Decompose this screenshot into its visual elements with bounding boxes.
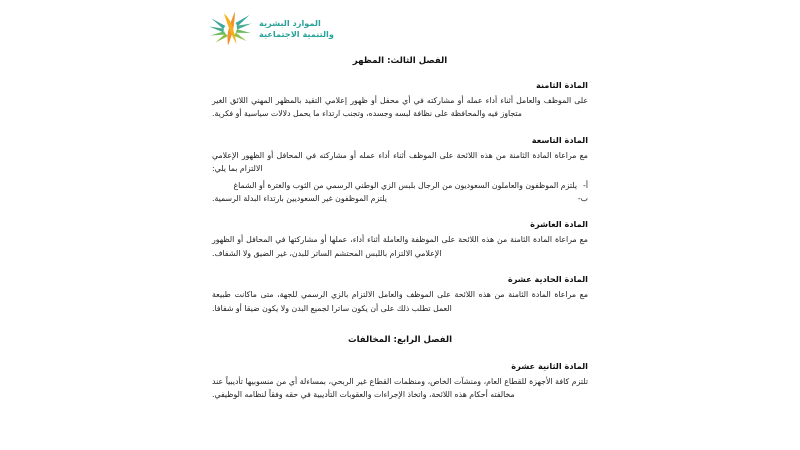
list-item (212, 179, 588, 192)
article-twelve-heading: المادة الثانية عشرة (511, 361, 588, 372)
list-item-text: يلتزم الموظفون والعاملون السعوديون من الرجال بلبس الزي الوطني الرسمي من الثوب والغترة أو الشماغ (233, 180, 578, 190)
chapter-title-three: الفصل الثالث: المظهر (352, 56, 448, 66)
ministry-logo-line-1: الموارد البشرية (259, 17, 321, 28)
article-eight-heading: المادة الثامنة (535, 80, 588, 90)
article-ten-body: مع مراعاة المادة الثامنة من هذه اللائحة على الموظفة والعاملة أثناء أداء، عملها أو مشاركتها في المحافل أو الظهور الإعلامي الالتزام باللبس المحتشم الساتر للبدن، غير الضيق ولا الشفاف. (212, 235, 588, 258)
chapter-title-four: الفصل الرابع: المخالفات (347, 335, 453, 346)
article-nine-body: مع مراعاة المادة الثامنة من هذه اللائحة على الموظف أثناء أداء عمله أو مشاركته في المحافل أو الظهور الإعلامي الالتزام بما يلي: (212, 150, 588, 174)
ministry-logo-text (259, 18, 334, 40)
article-eight-body: على الموظف والعامل أثناء أداء عمله أو مشاركته في أي محفل أو ظهور إعلامي التقيد بالمظهر المهني اللائق الغير متجاوز فيه والمحافظة على نظافة لبسه وجسده، وتجنب ارتداء ما يحمل دلالات سياسية أو فكرية. (212, 96, 588, 119)
list-item-marker: ب- (577, 194, 588, 204)
article-eleven (212, 274, 588, 315)
article-eleven-heading: المادة الحادية عشرة (507, 274, 588, 285)
article-eight (212, 80, 588, 121)
document-body (212, 56, 588, 416)
document-header (208, 6, 588, 52)
article-twelve-body: تلتزم كافة الأجهزة للقطاع العام، ومنشآت الخاص، ومنظمات القطاع غير الربحي، بمساءلة أي من منسوبيها تأديبياً عند مخالفته أحكام هذه اللائحة، واتخاذ الإجراءات والعقوبات التأديبية في حقه وفقاً لنظامه الوظيفي. (212, 377, 588, 400)
ministry-logo-line-2: والتنمية الاجتماعية (259, 29, 334, 39)
article-twelve (212, 361, 588, 402)
ministry-logo-icon (208, 9, 252, 49)
article-nine (212, 135, 588, 206)
list-item (212, 192, 588, 205)
article-eleven-body: مع مراعاة المادة الثامنة من هذه اللائحة على الموظف والعامل الالتزام بالزي الرسمي للجهة، متى ماكانت طبيعة العمل تطلب ذلك على أن يكون ساترا لجميع البدن ولا يكون ضيقا أو شفافا. (212, 290, 588, 313)
article-nine-list (212, 179, 588, 206)
article-nine-heading: المادة التاسعة (531, 134, 588, 145)
list-item-marker: أ- (583, 180, 588, 190)
article-ten (212, 219, 588, 260)
list-item-text: يلتزم الموظفون غير السعوديين بارتداء البدلة الرسمية. (212, 194, 387, 204)
article-ten-heading: المادة العاشرة (530, 219, 588, 230)
